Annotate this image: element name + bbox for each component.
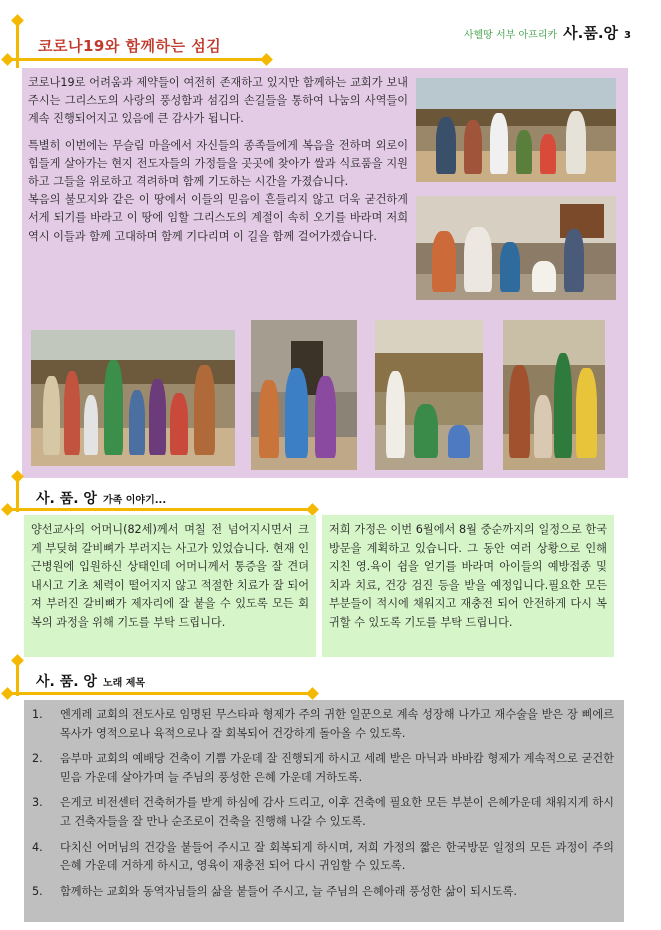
section2-subtitle: 가족 이야기... [102, 495, 167, 506]
section1-text [28, 74, 408, 254]
list-item-number: 4. [32, 840, 43, 854]
group-photo-5 [375, 320, 483, 470]
list-item [32, 706, 614, 743]
family-story-right: 저희 가정은 이번 6월에서 8월 중순까지의 일정으로 한국방문을 계획하고 있습니다. 그 동안 여러 상황으로 인해 지친 영.육이 쉼을 얻기를 바라며 아이들의 예방접종 및 치과 치료, 건강 검진 등을 받을 예정입니다.필요한 모든 부분들이 적시에 채워지고 재충전 되어 안전하게 다시 복귀할 수 있도록 기도를 부탁 드립니다. [322, 515, 614, 657]
list-item-text: 음부마 교회의 예배당 건축이 기쁨 가운데 잘 진행되게 하시고 세례 받은 마닉과 바바캄 형제가 계속적으로 굳건한 믿음 가운데 살아가며 늘 주님의 풍성한 은혜 가운데 거하도록. [60, 752, 614, 784]
list-item-number: 2. [32, 752, 43, 766]
header-org: 사헬땅 서부 아프리카 [463, 30, 558, 41]
header-brand: 사.품.앙 [563, 24, 619, 42]
prayer-list [32, 706, 614, 901]
list-item-text: 함께하는 교회와 동역자님들의 삶을 붙들어 주시고, 늘 주님의 은혜아래 풍성한 삶이 되시도록. [60, 884, 517, 898]
prayer-list-panel [24, 700, 624, 922]
group-photo-6 [503, 320, 605, 470]
list-item-number: 3. [32, 796, 43, 810]
list-item [32, 794, 614, 831]
section1-title: 코로나19와 함께하는 섬김 [38, 37, 222, 55]
list-item [32, 750, 614, 787]
list-item-text: 은게코 비전센터 건축허가를 받게 하심에 감사 드리고, 이후 건축에 필요한 모든 부분이 은혜가운데 채워지게 하시고 건축자들을 잘 만나 순조로이 건축을 진행해 나갈 수 있도록. [60, 796, 614, 828]
page-number: 3 [624, 30, 631, 41]
list-item [32, 883, 614, 902]
list-item-text: 엔게레 교회의 전도사로 임명된 무스타파 형제가 주의 귀한 일꾼으로 계속 성장해 나가고 재수술을 받은 장 삐에르 목사가 영적으로나 육적으로나 잘 회복되어 건강하게 돌아올 수 있도록. [60, 708, 614, 740]
family-story-left: 양선교사의 어머니(82세)께서 며칠 전 넘어지시면서 크게 부딪혀 갈비뼈가 부러지는 사고가 있었습니다. 현재 인근병원에 입원하신 상태인데 어머니께서 통증을 잘 견뎌내시고 기초 체력이 떨어지지 않고 적절한 치료가 잘 되어져 부러진 갈비뼈가 제자리에 잘 붙을 수 있도록 모든 회복의 과정을 위해 기도를 부탁 드립니다. [24, 515, 316, 657]
group-photo-4 [251, 320, 357, 470]
section2-title [36, 488, 166, 508]
section2-title-brand: 사. 품. 앙 [36, 491, 97, 507]
page-header [464, 22, 631, 43]
section1-paragraph-3: 복음의 불모지와 같은 이 땅에서 이들의 믿음이 흔들리지 않고 더욱 굳건하게 서게 되기를 바라고 이 땅에 임할 그리스도의 계절이 속히 오기를 바라며 저희 역시 이들과 함께 고대하며 함께 기다리며 이 길을 함께 걸어가겠습니다. [28, 193, 408, 243]
section3-title [36, 671, 145, 691]
section3-subtitle: 노래 제목 [102, 678, 146, 689]
list-item [32, 839, 614, 876]
section1-paragraph-2: 특별히 이번에는 무슬림 마을에서 자신들의 종족들에게 복음을 전하며 외로이 힘들게 살아가는 현지 전도자들의 가정들을 곳곳에 찾아가 쌀과 식료품을 지원하고 그들을 위로하고 격려하며 함께 기도하는 시간을 가졌습니다. [28, 138, 408, 189]
group-photo-3 [31, 330, 235, 466]
list-item-number: 5. [32, 884, 43, 898]
group-photo-1 [416, 78, 616, 182]
group-photo-2 [416, 196, 616, 300]
section1-paragraph-1: 코로나19로 어려움과 제약들이 여전히 존재하고 있지만 함께하는 교회가 보내주시는 그리스도의 사랑의 풍성함과 섬김의 손길들을 통하여 나눔의 사역들이 계속 진행되어지고 있음에 큰 감사가 됩니다. [28, 76, 408, 126]
section3-title-brand: 사. 품. 앙 [36, 674, 97, 690]
list-item-text: 다치신 어머님의 건강을 붙들어 주시고 잘 회복되게 하시며, 저희 가정의 짧은 한국방문 일정의 모든 과정이 주의 은혜 가운데 거하게 하시고, 영육이 재충전 되어 다시 귀임할 수 있도록. [60, 840, 614, 873]
list-item-number: 1. [32, 708, 43, 721]
